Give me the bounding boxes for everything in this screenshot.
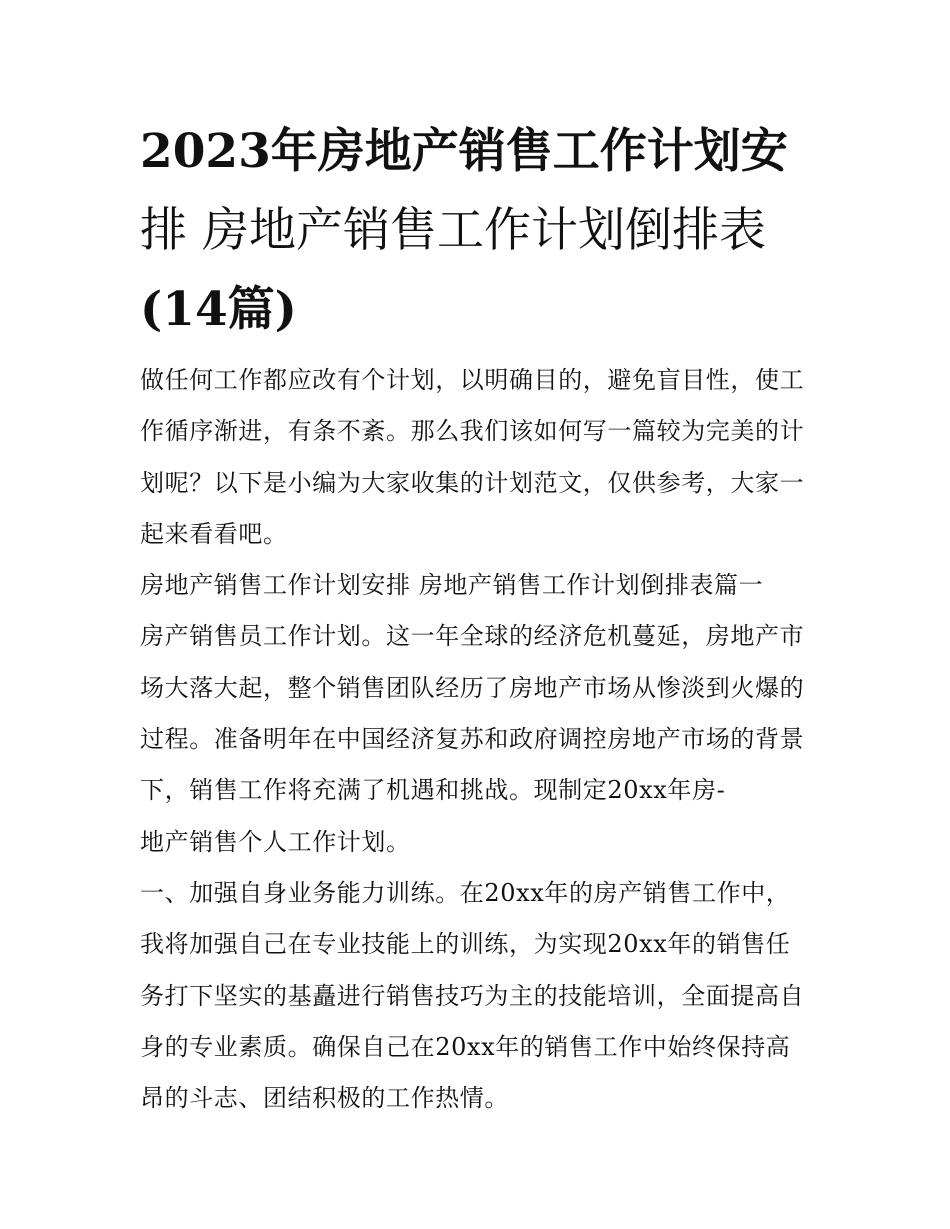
body-line: 地产销售个人工作计划。 [140,827,411,856]
title-line: (14篇) [140,282,297,337]
title-line: 2023年房地产销售工作计划安 [140,124,788,179]
body-line: 身的专业素质。确保自己在20xx年的销售工作中始终保持高 [140,1032,791,1061]
body-line: 一、加强自身业务能力训练。在20xx年的房产销售工作中， [140,878,791,907]
body-line: 作循序渐进，有条不紊。那么我们该如何写一篇较为完美的计 [140,417,805,446]
body-line: 做任何工作都应改有个计划，以明确目的，避免盲目性，使工 [140,366,805,394]
title-line: 排 房地产销售工作计划倒排表 [140,203,766,258]
section-heading: 房地产销售工作计划安排 房地产销售工作计划倒排表篇一 [140,571,764,600]
body-line: 起来看看吧。 [140,519,288,548]
body-line: 下，销售工作将充满了机遇和挑战。现制定20xx年房- [140,776,726,805]
body-line: 房产销售员工作计划。这一年全球的经济危机蔓延，房地产市 [140,622,805,651]
body-line: 划呢？以下是小编为大家收集的计划范文，仅供参考，大家一 [140,468,805,497]
document-body [140,355,820,1124]
body-line: 过程。准备明年在中国经济复苏和政府调控房地产市场的背景 [140,725,805,754]
body-line: 我将加强自己在专业技能上的训练，为实现20xx年的销售任 [140,930,791,959]
document-title [140,112,820,349]
body-line: 务打下坚实的基矗进行销售技巧为主的技能培训，全面提高自 [140,981,805,1010]
body-line: 昂的斗志、团结积极的工作热情。 [140,1084,509,1113]
body-line: 场大落大起，整个销售团队经历了房地产市场从惨淡到火爆的 [140,673,805,702]
